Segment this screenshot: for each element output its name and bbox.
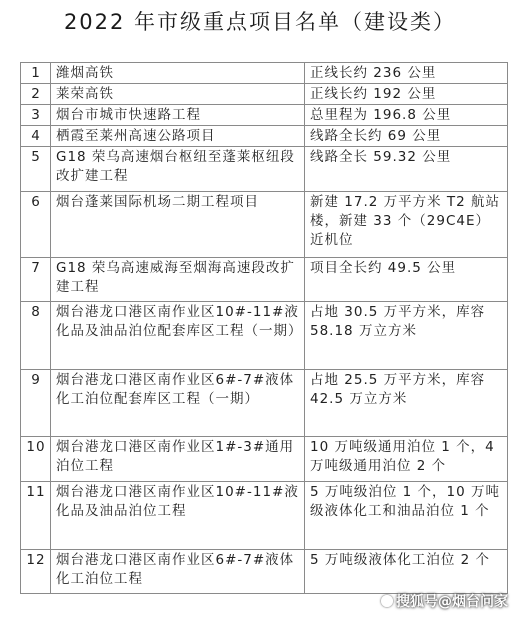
project-name: G18 荣乌高速威海至烟海高速段改扩建工程 [51,258,305,302]
page-title: 2022 年市级重点项目名单（建设类） [63,10,457,34]
project-name: 烟台港龙口港区南作业区10#-11#液化品及油品泊位配套库区工程（一期） [51,302,305,370]
project-detail: 正线长约 236 公里 [305,63,508,84]
table-row [21,302,508,370]
project-detail: 占地 30.5 万平方米，库容58.18 万立方米 [305,302,508,370]
project-detail: 正线长约 192 公里 [305,84,508,105]
project-detail: 新建 17.2 万平方米 T2 航站楼，新建 33 个（29C4E）近机位 [305,192,508,258]
row-number: 8 [21,302,51,370]
project-detail: 项目全长约 49.5 公里 [305,258,508,302]
project-name: 烟台港龙口港区南作业区6#-7#液体化工泊位配套库区工程（一期） [51,370,305,437]
project-detail: 5 万吨级液体化工泊位 2 个 [305,550,508,594]
table-row [21,550,508,594]
table-row [21,105,508,126]
project-name: 烟台蓬莱国际机场二期工程项目 [51,192,305,258]
row-number: 3 [21,105,51,126]
table-row [21,126,508,147]
row-number: 5 [21,147,51,192]
row-number: 10 [21,437,51,482]
project-name: 烟台港龙口港区南作业区6#-7#液体化工泊位工程 [51,550,305,594]
table-row [21,63,508,84]
row-number: 7 [21,258,51,302]
project-name: 烟台港龙口港区南作业区10#-11#液化品及油品泊位工程 [51,482,305,550]
project-name: G18 荣乌高速烟台枢纽至蓬莱枢纽段改扩建工程 [51,147,305,192]
project-name: 烟台市城市快速路工程 [51,105,305,126]
project-detail: 占地 25.5 万平方米，库容42.5 万立方米 [305,370,508,437]
project-detail: 5 万吨级泊位 1 个，10 万吨级液体化工和油品泊位 1 个 [305,482,508,550]
row-number: 6 [21,192,51,258]
table-row [21,437,508,482]
table-row [21,192,508,258]
watermark-text: 搜狐号@烟台问家 [396,594,508,610]
row-number: 4 [21,126,51,147]
sohu-logo-icon [381,595,393,607]
table-row [21,370,508,437]
row-number: 2 [21,84,51,105]
project-detail: 总里程为 196.8 公里 [305,105,508,126]
project-name: 潍烟高铁 [51,63,305,84]
table-row [21,258,508,302]
project-detail: 10 万吨级通用泊位 1 个，4万吨级通用泊位 2 个 [305,437,508,482]
project-table [20,62,508,594]
row-number: 9 [21,370,51,437]
row-number: 11 [21,482,51,550]
project-name: 栖霞至莱州高速公路项目 [51,126,305,147]
source-watermark [381,591,508,611]
row-number: 1 [21,63,51,84]
row-number: 12 [21,550,51,594]
table-row [21,147,508,192]
project-detail: 线路全长 59.32 公里 [305,147,508,192]
table-row [21,482,508,550]
project-name: 烟台港龙口港区南作业区1#-3#通用泊位工程 [51,437,305,482]
project-detail: 线路全长约 69 公里 [305,126,508,147]
table-row [21,84,508,105]
project-name: 莱荣高铁 [51,84,305,105]
